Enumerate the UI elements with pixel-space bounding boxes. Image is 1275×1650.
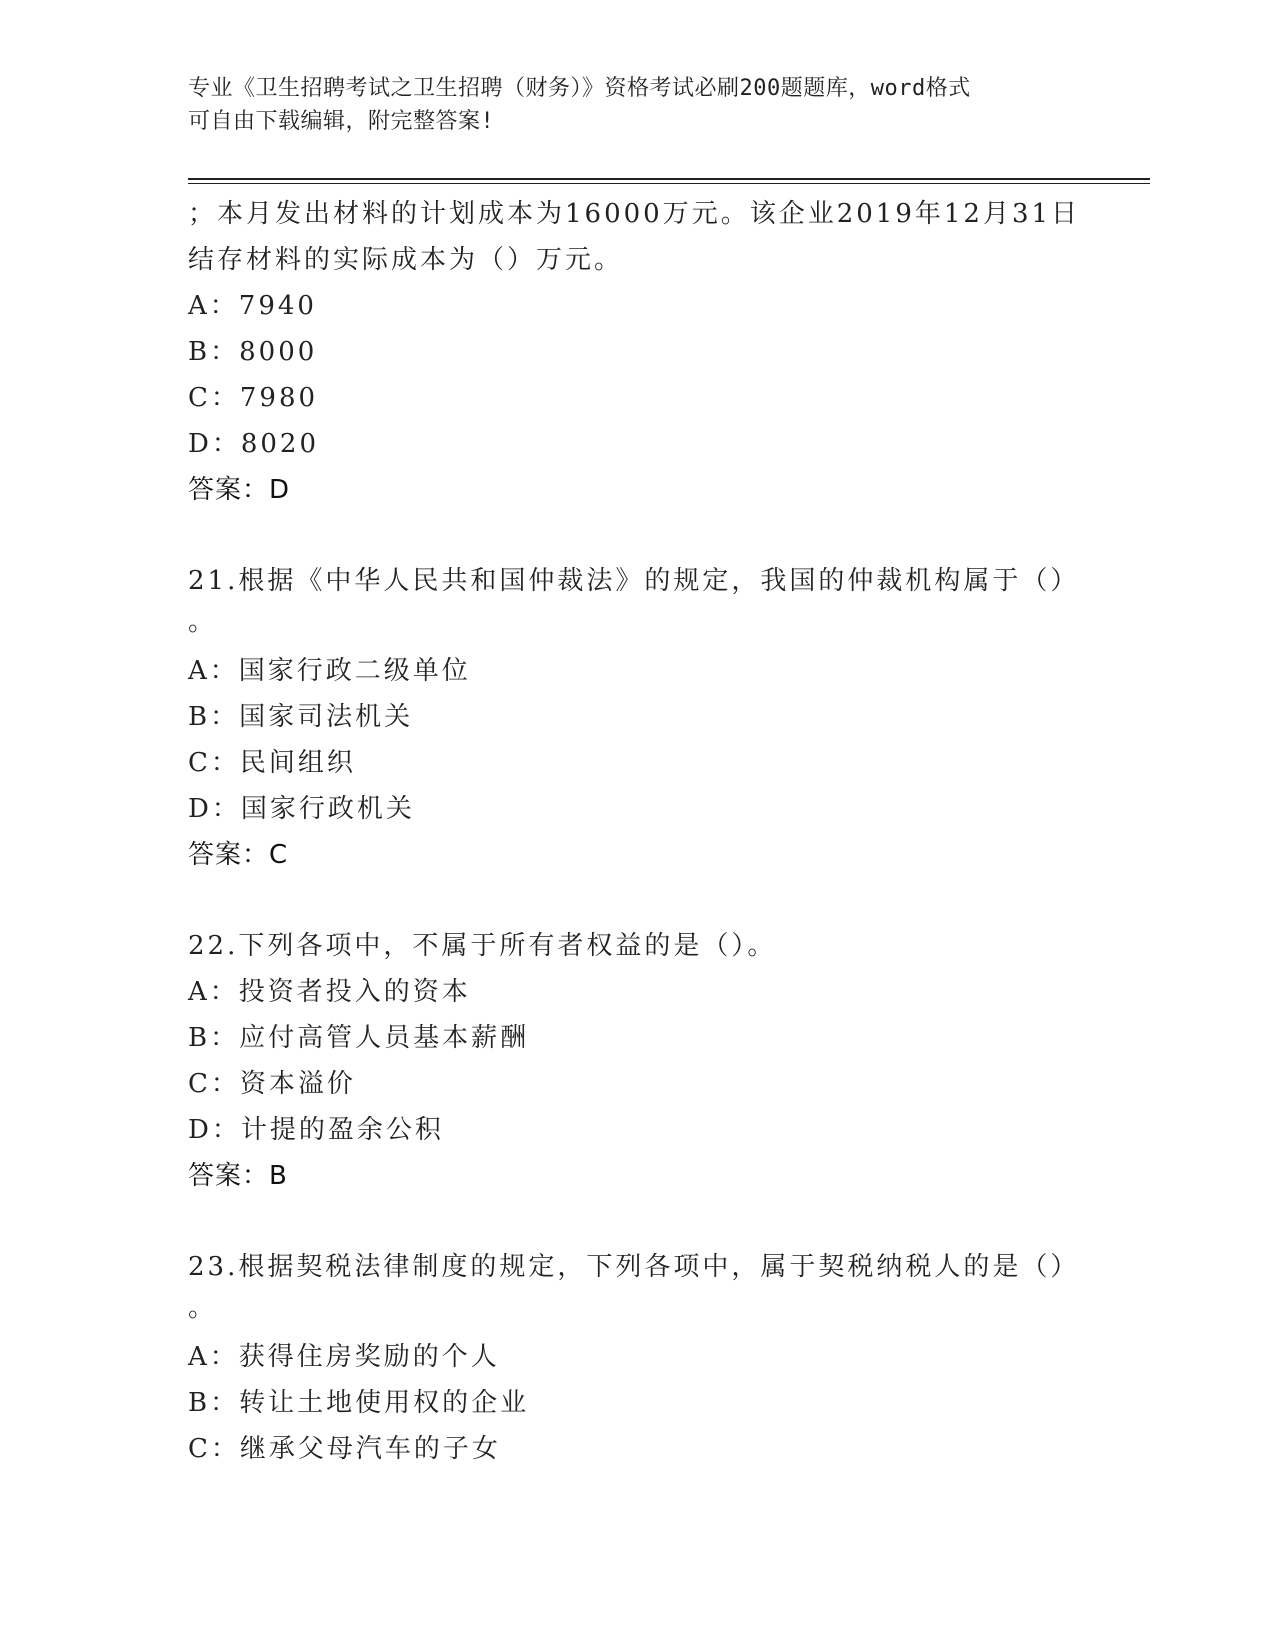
option-c: C：民间组织 xyxy=(188,748,356,778)
header-rule-thin xyxy=(188,183,1150,184)
option-c: C：7980 xyxy=(188,383,319,413)
question-23 xyxy=(188,1244,1088,1472)
answer-label: 答案：D xyxy=(188,475,291,505)
question-text-line: 21.根据《中华人民共和国仲裁法》的规定，我国的仲裁机构属于（） xyxy=(188,566,1080,596)
option-c: C：资本溢价 xyxy=(188,1069,356,1099)
option-c: C：继承父母汽车的子女 xyxy=(188,1434,501,1464)
option-d: D：计提的盈余公积 xyxy=(188,1115,444,1145)
option-a: A：获得住房奖励的个人 xyxy=(188,1342,500,1372)
option-b: B：8000 xyxy=(188,337,318,367)
header-line-2: 可自由下载编辑，附完整答案! xyxy=(188,109,495,134)
spacer xyxy=(188,513,1088,558)
option-b: B：转让土地使用权的企业 xyxy=(188,1388,530,1418)
answer-label: 答案：C xyxy=(188,840,289,870)
header-rule-thick xyxy=(188,178,1150,180)
option-d: D：国家行政机关 xyxy=(188,794,415,824)
question-22 xyxy=(188,923,1088,1199)
question-20 xyxy=(188,191,1088,513)
question-text-line: 。 xyxy=(188,607,218,637)
spacer xyxy=(188,878,1088,923)
document-header xyxy=(188,72,1088,138)
question-list xyxy=(188,191,1088,1472)
question-text-line: 结存材料的实际成本为（）万元。 xyxy=(188,245,624,275)
option-a: A：7940 xyxy=(188,291,317,321)
option-a: A：投资者投入的资本 xyxy=(188,977,471,1007)
question-21 xyxy=(188,558,1088,878)
question-text-line: ；本月发出材料的计划成本为16000万元。该企业2019年12月31日 xyxy=(188,199,1081,229)
question-text-line: 22.下列各项中，不属于所有者权益的是（）。 xyxy=(188,931,777,961)
option-b: B：国家司法机关 xyxy=(188,702,414,732)
question-text-line: 23.根据契税法律制度的规定，下列各项中，属于契税纳税人的是（） xyxy=(188,1252,1080,1282)
answer-label: 答案：B xyxy=(188,1161,288,1191)
option-b: B：应付高管人员基本薪酬 xyxy=(188,1023,530,1053)
spacer xyxy=(188,1199,1088,1244)
option-a: A：国家行政二级单位 xyxy=(188,656,471,686)
option-d: D：8020 xyxy=(188,429,320,459)
header-line-1: 专业《卫生招聘考试之卫生招聘（财务）》资格考试必刷200题题库，word格式 xyxy=(188,76,971,101)
question-text-line: 。 xyxy=(188,1293,218,1323)
